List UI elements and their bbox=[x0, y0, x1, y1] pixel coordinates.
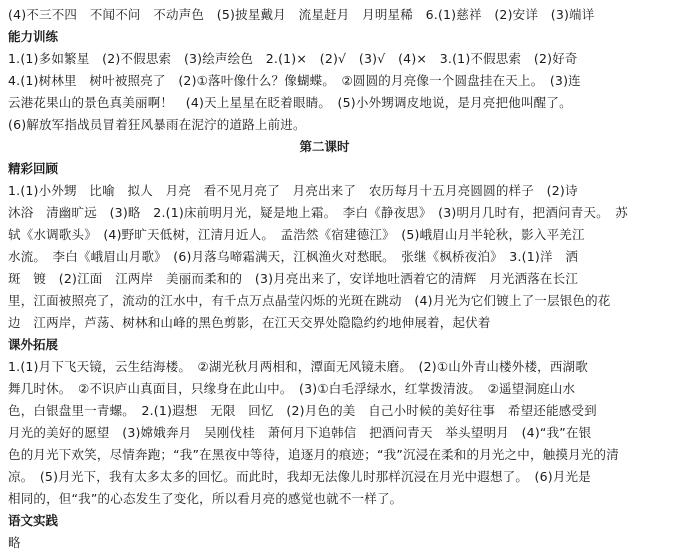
text-line: 边 江两岸，芦荡、树林和山峰的黑色剪影，在江天交界处隐隐约约地伸展着，起伏着 bbox=[8, 315, 491, 330]
text-line: 略 bbox=[8, 535, 21, 550]
text-line: 1.(1)月下飞天镜，云生结海楼。 ②湖光秋月两相和，潭面无风镜未磨。 (2)①山外青山楼外楼，西湖歌 bbox=[8, 359, 588, 374]
text-line: 云港花果山的景色真美丽啊！ (4)天上星星在眨着眼睛。 (5)小外甥调皮地说，是月亮把他叫醒了。 bbox=[8, 95, 572, 110]
text-line: 1.(1)小外甥 比喻 拟人 月亮 看不见月亮了 月亮出来了 农历每月十五月亮圆圆的样子 (2)诗 bbox=[8, 183, 578, 198]
text-line: (4)不三不四 不闻不问 不动声色 (5)披星戴月 流星赶月 月明星稀 6.(1)慈祥 (2)安详 (3)端详 bbox=[8, 7, 595, 22]
text-line: 相同的，但“我”的心态发生了变化，所以看月亮的感觉也就不一样了。 bbox=[8, 491, 403, 506]
lesson-title: 第二课时 bbox=[299, 139, 350, 154]
section-heading-ability: 能力训练 bbox=[8, 29, 59, 44]
text-line: 1.(1)多如繁星 (2)不假思索 (3)绘声绘色 2.(1)× (2)√ (3)√ (4)× 3.(1)不假思索 (2)好奇 bbox=[8, 51, 578, 66]
text-line: 沐浴 清幽旷远 (3)略 2.(1)床前明月光，疑是地上霜。 李白《静夜思》 (3)明月几时有，把酒问青天。 苏 bbox=[8, 205, 628, 220]
section-heading-practice: 语文实践 bbox=[8, 513, 59, 528]
text-line: 舞几时休。 ②不识庐山真面目，只缘身在此山中。 (3)①白毛浮绿水，红掌拨清波。 ②遥望洞庭山水 bbox=[8, 381, 576, 396]
text-line: (6)解放军指战员冒着狂风暴雨在泥泞的道路上前进。 bbox=[8, 117, 306, 132]
text-line: 色，白银盘里一青螺。 2.(1)遐想 无限 回忆 (2)月色的美 自己小时候的美好往事 希望还能感受到 bbox=[8, 403, 597, 418]
section-heading-extension: 课外拓展 bbox=[8, 337, 59, 352]
text-line: 轼《水调歌头》 (4)野旷天低树，江清月近人。 孟浩然《宿建德江》 (5)峨眉山月半轮秋，影入平羌江 bbox=[8, 227, 585, 242]
text-line: 4.(1)树林里 树叶被照亮了 (2)①落叶像什么？像蝴蝶。 ②圆圆的月亮像一个圆盘挂在天上。 (3)连 bbox=[8, 73, 581, 88]
text-line: 里，江面被照亮了，流动的江水中，有千点万点晶莹闪烁的光斑在跳动 (4)月光为它们镀上了一层银色的花 bbox=[8, 293, 611, 308]
text-line: 水流。 李白《峨眉山月歌》 (6)月落乌啼霜满天，江枫渔火对愁眠。 张继《枫桥夜泊》 3.(1)洋 洒 bbox=[8, 249, 579, 264]
text-line: 斑 镀 (2)江面 江两岸 美丽而柔和的 (3)月亮出来了，安详地吐洒着它的清辉 月光洒落在长江 bbox=[8, 271, 579, 286]
text-line: 色的月光下欢笑，尽情奔跑；“我”在黑夜中等待，追逐月的痕迹；“我”沉浸在柔和的月光之中，触摸月光的清 bbox=[8, 447, 619, 462]
text-line: 月光的美好的愿望 (3)嫦娥奔月 吴刚伐桂 萧何月下追韩信 把酒问青天 举头望明月 (4)“我”在银 bbox=[8, 425, 592, 440]
text-line: 凉。 (5)月光下，我有太多太多的回忆。而此时，我却无法像儿时那样沉浸在月光中遐想了。 (6)月光是 bbox=[8, 469, 591, 484]
section-heading-review: 精彩回顾 bbox=[8, 161, 59, 176]
